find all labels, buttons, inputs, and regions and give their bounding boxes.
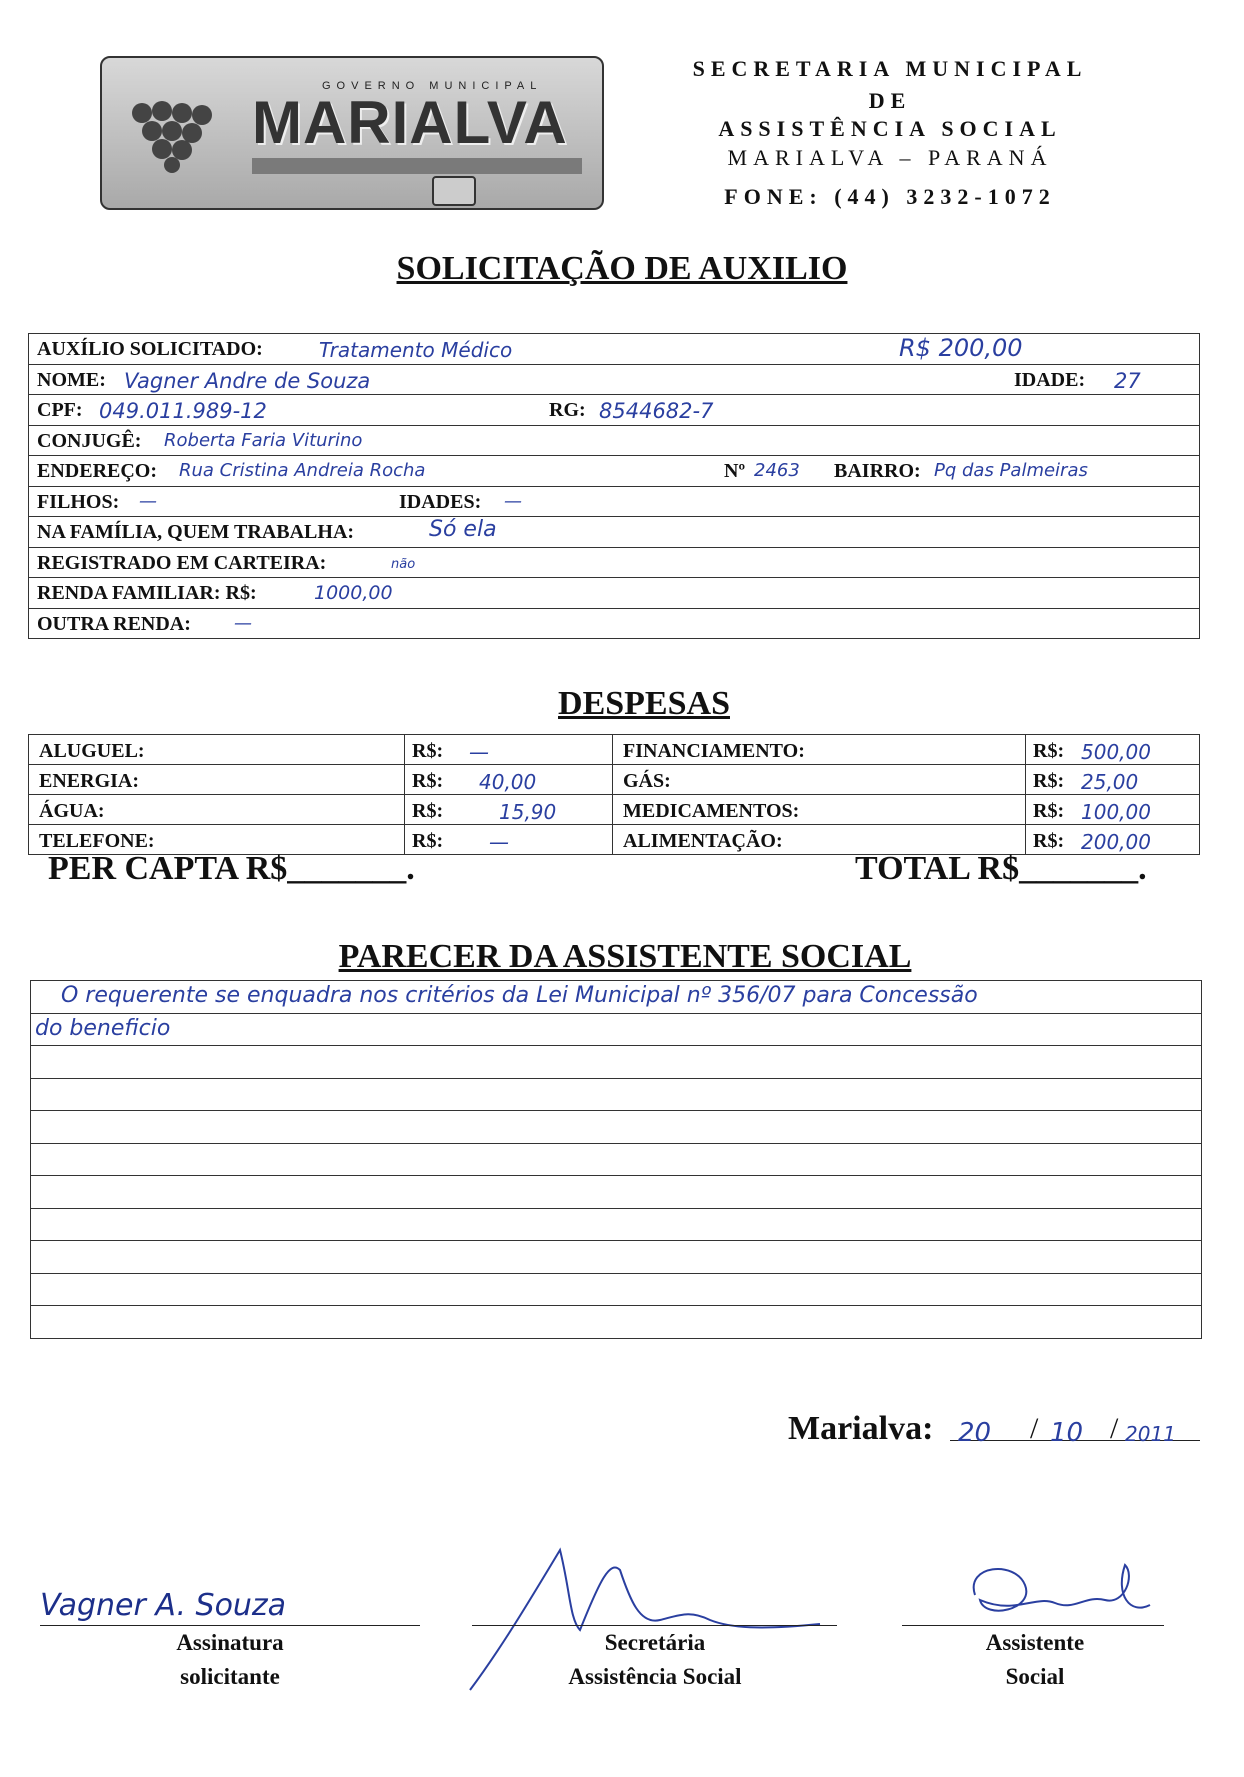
value-endereco[interactable]: Rua Cristina Andreia Rocha — [179, 460, 426, 481]
signature-label-secretaria-line2: Assistência Social — [568, 1664, 742, 1689]
despesa-label: ÁGUA: — [39, 800, 105, 822]
parecer-line[interactable] — [31, 1209, 1201, 1242]
value-registrado[interactable]: não — [391, 556, 416, 572]
parecer-line[interactable] — [31, 1144, 1201, 1177]
despesa-value[interactable]: — — [469, 740, 489, 764]
currency-label: R$: — [1033, 740, 1065, 762]
value-conjuge[interactable]: Roberta Faria Viturino — [164, 429, 363, 451]
per-capta[interactable]: PER CAPTA R$_______. — [48, 850, 415, 887]
date-slash-2: / — [1110, 1412, 1119, 1445]
despesa-label: MEDICAMENTOS: — [623, 800, 800, 822]
date-label: Marialva: — [788, 1410, 934, 1447]
row-renda — [29, 578, 1199, 609]
signature-label-assistente-line2: Social — [1005, 1664, 1065, 1689]
parecer-line[interactable] — [31, 1176, 1201, 1209]
row-outra-renda — [29, 609, 1199, 639]
row-conjuge — [29, 426, 1199, 457]
row-filhos — [29, 487, 1199, 518]
total[interactable]: TOTAL R$_______. — [855, 850, 1147, 887]
label-auxilio: AUXÍLIO SOLICITADO: — [37, 338, 263, 360]
row-endereco — [29, 456, 1199, 487]
signature-label-solicitante-line1: Assinatura — [176, 1630, 284, 1655]
value-renda[interactable]: 1000,00 — [314, 582, 393, 604]
request-form-table — [28, 333, 1200, 639]
signature-assistente — [955, 1555, 1165, 1630]
value-filhos[interactable]: — — [139, 490, 157, 512]
despesa-label: TELEFONE: — [39, 830, 155, 852]
currency-label: R$: — [1033, 830, 1065, 852]
row-cpf — [29, 395, 1199, 426]
value-numero[interactable]: 2463 — [754, 460, 800, 481]
value-familia[interactable]: Só ela — [429, 517, 497, 542]
currency-label: R$: — [412, 770, 444, 792]
despesa-label: ENERGIA: — [39, 770, 140, 792]
despesas-title: DESPESAS — [558, 685, 730, 722]
parecer-line[interactable] — [31, 981, 1201, 1014]
despesa-value[interactable]: 40,00 — [479, 770, 537, 794]
page-title: SOLICITAÇÃO DE AUXILIO — [396, 250, 848, 287]
signature-label-secretaria — [500, 1626, 810, 1694]
row-familia — [29, 517, 1199, 548]
parecer-lines — [30, 980, 1202, 1339]
label-cpf: CPF: — [37, 399, 83, 421]
parecer-text-line2: do beneficio — [35, 1015, 171, 1041]
parecer-title: PARECER DA ASSISTENTE SOCIAL — [338, 938, 912, 975]
despesas-row — [29, 735, 1199, 765]
despesa-value[interactable]: 500,00 — [1081, 740, 1151, 764]
value-auxilio[interactable]: Tratamento Médico — [319, 338, 513, 362]
despesa-value[interactable]: 200,00 — [1081, 830, 1151, 854]
label-nome: NOME: — [37, 368, 106, 391]
label-numero: Nº — [724, 460, 746, 482]
header-location: MARIALVA – PARANÁ — [727, 145, 1053, 170]
currency-label: R$: — [412, 800, 444, 822]
parecer-line[interactable] — [31, 1046, 1201, 1079]
parecer-line[interactable] — [31, 1274, 1201, 1307]
value-cpf[interactable]: 049.011.989-12 — [99, 399, 267, 423]
label-outra-renda: OUTRA RENDA: — [37, 612, 191, 635]
logo-city-text: MARIALVA — [252, 89, 568, 156]
label-idades: IDADES: — [399, 490, 482, 513]
signature-label-assistente-line1: Assistente — [985, 1630, 1085, 1655]
despesa-value[interactable]: 100,00 — [1081, 800, 1151, 824]
despesas-row — [29, 795, 1199, 825]
parecer-line[interactable] — [31, 1079, 1201, 1112]
despesas-row — [29, 765, 1199, 795]
header-assistencia: ASSISTÊNCIA SOCIAL — [718, 116, 1062, 141]
row-auxilio — [29, 334, 1199, 365]
label-registrado: REGISTRADO EM CARTEIRA: — [37, 551, 327, 574]
label-rg: RG: — [549, 399, 586, 421]
signature-label-assistente — [905, 1626, 1165, 1694]
parecer-line[interactable] — [31, 1111, 1201, 1144]
label-filhos: FILHOS: — [37, 490, 120, 513]
parecer-line[interactable] — [31, 1241, 1201, 1274]
currency-label: R$: — [412, 740, 444, 762]
despesa-value[interactable]: 15,90 — [499, 800, 557, 824]
signature-label-solicitante-line2: solicitante — [180, 1664, 280, 1689]
header-de: DE — [868, 88, 912, 113]
marialva-logo — [100, 56, 604, 210]
value-idade[interactable]: 27 — [1114, 368, 1141, 393]
label-bairro: BAIRRO: — [834, 460, 921, 482]
row-nome — [29, 365, 1199, 396]
despesa-label: FINANCIAMENTO: — [623, 740, 805, 762]
date-month[interactable]: 10 — [1050, 1418, 1084, 1448]
despesa-label: ALUGUEL: — [39, 740, 145, 762]
despesa-value[interactable]: — — [489, 830, 509, 854]
value-nome[interactable]: Vagner Andre de Souza — [124, 368, 371, 393]
row-registrado — [29, 548, 1199, 579]
seal-icon — [432, 176, 476, 206]
parecer-line[interactable] — [31, 1014, 1201, 1047]
label-endereco: ENDEREÇO: — [37, 460, 158, 482]
value-outra-renda[interactable]: — — [234, 612, 252, 634]
label-idade: IDADE: — [1014, 368, 1086, 391]
currency-label: R$: — [1033, 770, 1065, 792]
signature-label-secretaria-line1: Secretária — [604, 1630, 706, 1655]
label-conjuge: CONJUGÊ: — [37, 429, 142, 452]
grapes-icon — [122, 93, 232, 173]
currency-label: R$: — [1033, 800, 1065, 822]
signature-label-solicitante — [80, 1626, 380, 1694]
value-auxilio-amount[interactable]: R$ 200,00 — [899, 334, 1023, 362]
logo-gov-text: GOVERNO MUNICIPAL — [322, 80, 543, 92]
value-rg[interactable]: 8544682-7 — [599, 399, 714, 423]
signature-solicitante: Vagner A. Souza — [40, 1588, 287, 1623]
currency-label: R$: — [412, 830, 444, 852]
date-year[interactable]: 2011 — [1125, 1422, 1176, 1446]
despesa-label: GÁS: — [623, 770, 671, 792]
value-bairro[interactable]: Pq das Palmeiras — [934, 460, 1088, 481]
header-phone: FONE: (44) 3232-1072 — [724, 184, 1056, 209]
despesa-label: ALIMENTAÇÃO: — [623, 830, 783, 852]
header-secretaria: SECRETARIA MUNICIPAL — [692, 56, 1088, 81]
label-renda: RENDA FAMILIAR: R$: — [37, 582, 257, 604]
logo-band — [252, 158, 582, 174]
date-slash-1: / — [1030, 1412, 1039, 1445]
parecer-line[interactable] — [31, 1306, 1201, 1338]
date-day[interactable]: 20 — [958, 1418, 992, 1448]
label-familia: NA FAMÍLIA, QUEM TRABALHA: — [37, 521, 355, 543]
value-idades[interactable]: — — [504, 490, 522, 512]
despesas-table — [28, 734, 1200, 855]
parecer-text-line1: O requerente se enquadra nos critérios da Lei Municipal nº 356/07 para Concessão — [61, 983, 978, 1008]
despesa-value[interactable]: 25,00 — [1081, 770, 1139, 794]
